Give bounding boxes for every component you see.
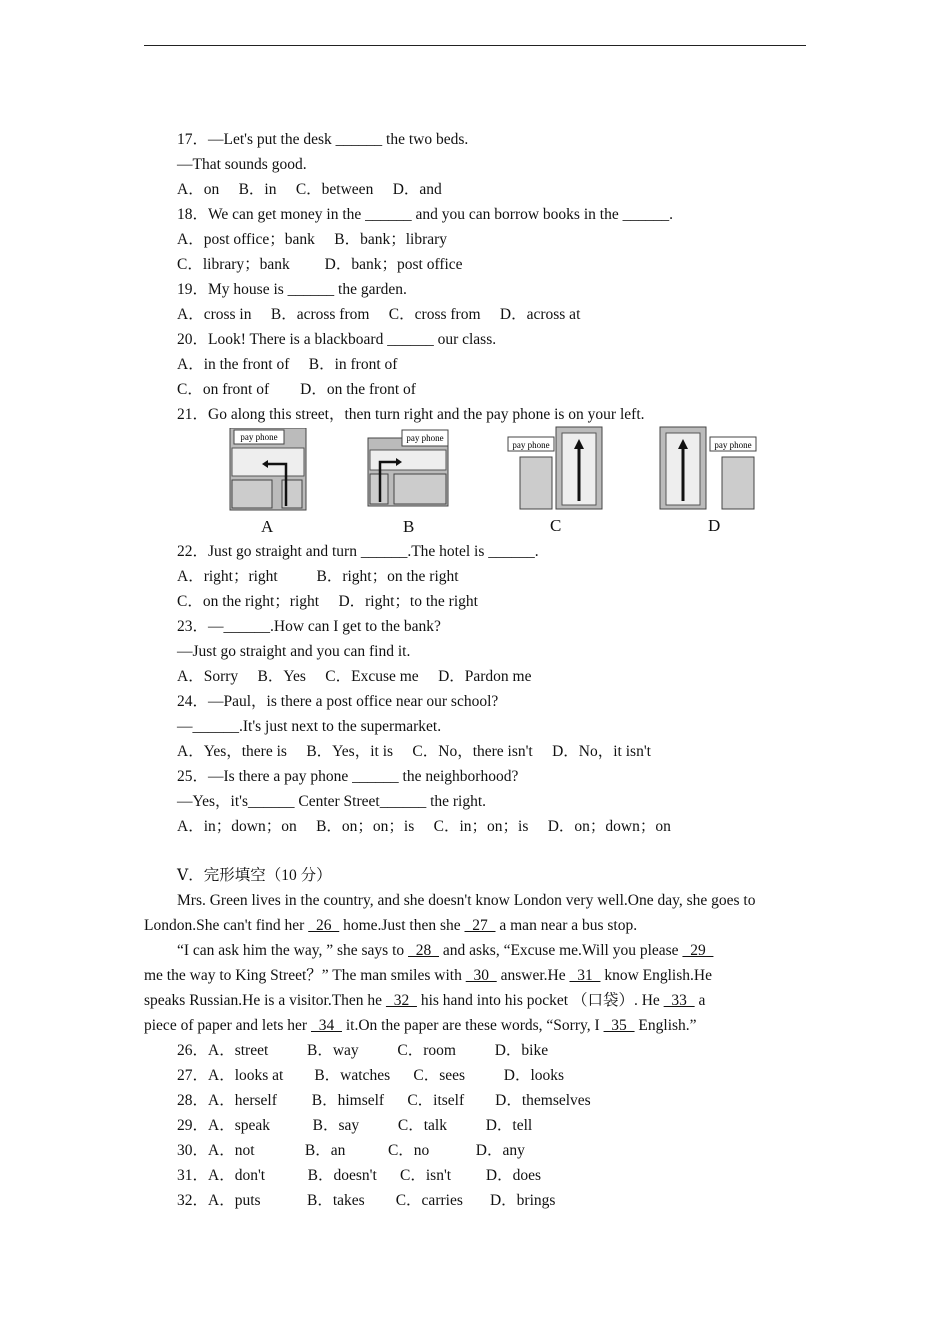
question-25-reply: —Yes，it's______ Center Street______ the right. <box>177 793 487 810</box>
blank-28: 28 <box>408 942 439 959</box>
cloze-p2-line4: piece of paper and lets her 34 it.On the paper are these words, “Sorry, I 35 English.” <box>144 1017 697 1034</box>
question-22-options-ab: A．right；right B．right；on the right <box>177 568 459 585</box>
cloze-p1-line2: London.She can't find her 26 home.Just then she 27 a man near a bus stop. <box>144 917 638 934</box>
cloze-options-31: 31．A．don't B．doesn't C．isn't D．does <box>177 1167 542 1184</box>
cloze-heading: Ⅴ．完形填空（10 分） <box>177 867 332 884</box>
question-22-stem: 22．Just go straight and turn ______.The hotel is ______. <box>177 543 539 560</box>
question-18-options-ab: A．post office；bank B．bank；library <box>177 231 448 248</box>
cloze-options-29: 29．A．speak B．say C．talk D．tell <box>177 1117 533 1134</box>
question-19-options: A．cross in B．across from C．cross from D．across at <box>177 306 581 323</box>
blank-27: 27 <box>464 917 496 934</box>
question-25-stem: 25．—Is there a pay phone ______ the neighborhood? <box>177 768 519 785</box>
question-20-options-cd: C．on front of D．on the front of <box>177 381 416 398</box>
cloze-p2-line2: me the way to King Street？” The man smiles with 30 answer.He 31 know English.He <box>144 967 712 984</box>
question-20-options-ab: A．in the front of B．in front of <box>177 356 398 373</box>
blank-32: 32 <box>385 992 417 1009</box>
map-label-a: A <box>261 517 274 536</box>
cloze-p2-line3: speaks Russian.He is a visitor.Then he 32 his hand into his pocket （口袋）. He 33 a <box>144 992 706 1009</box>
question-18-options-cd: C．library；bank D．bank；post office <box>177 256 463 273</box>
blank-33: 33 <box>663 992 695 1009</box>
map-figure-d <box>658 425 758 511</box>
cloze-p2-line1: “I can ask him the way, ” she says to 28 and asks, “Excuse me.Will you please 29 <box>177 942 714 959</box>
question-23-options: A．Sorry B．Yes C．Excuse me D．Pardon me <box>177 668 532 685</box>
question-24-stem: 24．—Paul，is there a post office near our school? <box>177 693 499 710</box>
blank-30: 30 <box>465 967 497 984</box>
cloze-options-30: 30．A．not B．an C．no D．any <box>177 1142 525 1159</box>
map-a-pay-phone-label: pay phone <box>240 432 278 442</box>
question-20-stem: 20．Look! There is a blackboard ______ our class. <box>177 331 497 348</box>
map-label-d: D <box>708 516 721 535</box>
map-figure-b <box>366 428 450 508</box>
question-24-options: A．Yes，there is B．Yes，it is C．No，there isn't D．No，it isn't <box>177 743 651 760</box>
map-c-pay-phone-label: pay phone <box>512 440 550 450</box>
question-19-stem: 19．My house is ______ the garden. <box>177 281 407 298</box>
cloze-options-28: 28．A．herself B．himself C．itself D．themselves <box>177 1092 591 1109</box>
map-figure-c <box>506 425 604 511</box>
blank-34: 34 <box>310 1017 342 1034</box>
question-17-reply: —That sounds good. <box>177 156 307 173</box>
question-22-options-cd: C．on the right；right D．right；to the right <box>177 593 478 610</box>
map-label-c: C <box>550 516 562 535</box>
question-17-stem: 17．—Let's put the desk ______ the two beds. <box>177 131 469 148</box>
blank-26: 26 <box>308 917 340 934</box>
question-23-stem: 23．—______.How can I get to the bank? <box>177 618 441 635</box>
cloze-options-26: 26．A．street B．way C．room D．bike <box>177 1042 549 1059</box>
map-label-b: B <box>403 517 415 536</box>
cloze-p1-line1: Mrs. Green lives in the country, and she doesn't know London very well.One day, she goes to <box>177 892 756 909</box>
map-figure-a <box>228 428 308 512</box>
question-18-stem: 18．We can get money in the ______ and you can borrow books in the ______. <box>177 206 673 223</box>
blank-31: 31 <box>569 967 601 984</box>
question-24-reply: —______.It's just next to the supermarket. <box>177 718 442 735</box>
blank-29: 29 <box>682 942 714 959</box>
map-b-pay-phone-label: pay phone <box>406 433 444 443</box>
cloze-options-32: 32．A．puts B．takes C．carries D．brings <box>177 1192 556 1209</box>
question-23-reply: —Just go straight and you can find it. <box>177 643 411 660</box>
question-17-options: A．on B．in C．between D．and <box>177 181 442 198</box>
header-rule <box>144 45 806 46</box>
blank-35: 35 <box>603 1017 635 1034</box>
map-d-pay-phone-label: pay phone <box>714 440 752 450</box>
question-25-options: A．in；down；on B．on；on；is C．in；on；is D．on；down；on <box>177 818 671 835</box>
cloze-options-27: 27．A．looks at B．watches C．sees D．looks <box>177 1067 565 1084</box>
question-21-stem: 21．Go along this street，then turn right and the pay phone is on your left. <box>177 406 645 423</box>
